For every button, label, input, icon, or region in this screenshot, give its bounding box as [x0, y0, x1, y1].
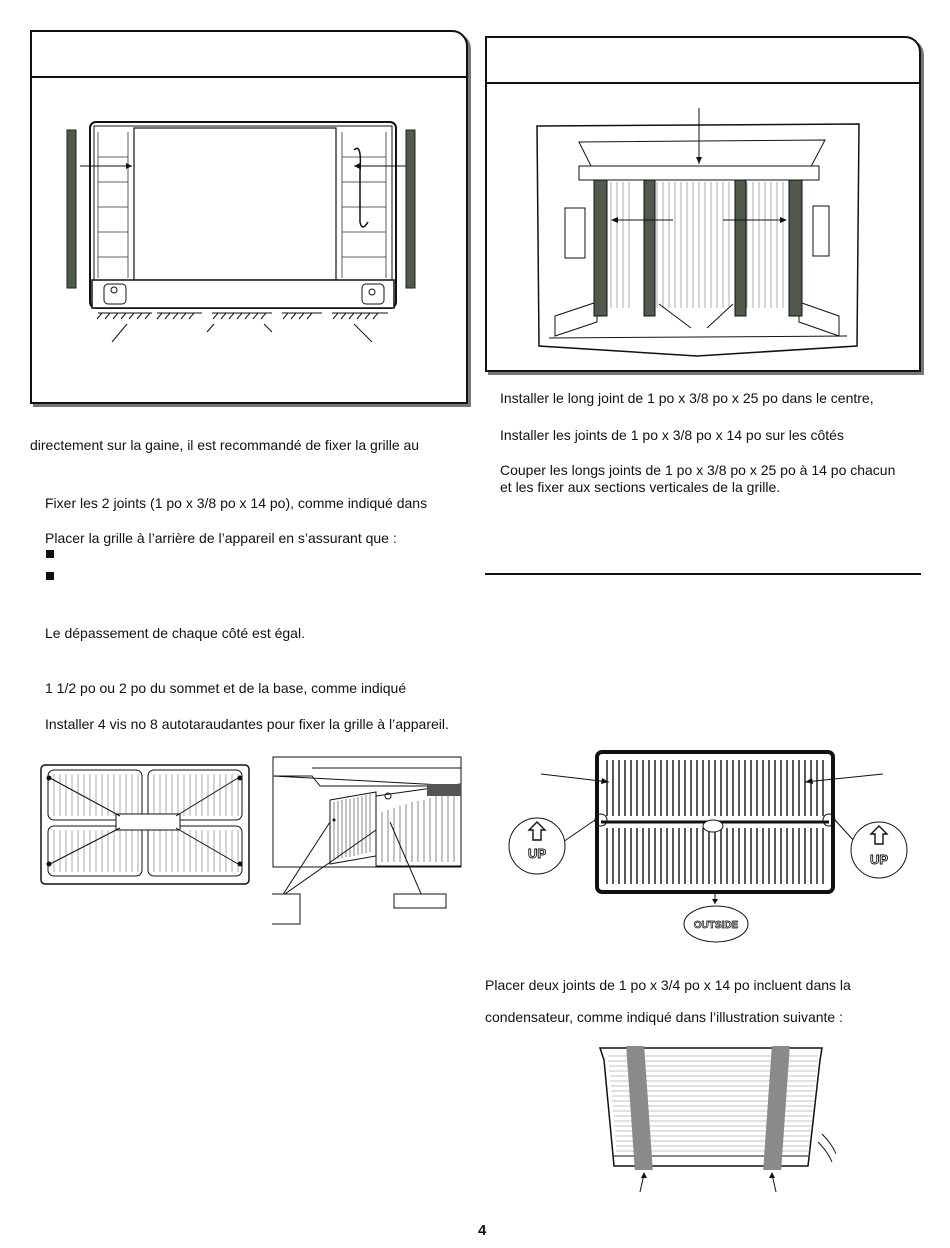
seal-strip-3 [735, 180, 746, 316]
grille-intro-text: directement sur la gaine, il est recommandé de fixer la grille au [30, 437, 420, 453]
seal-strip-4 [789, 180, 802, 316]
fix-seals-step: Fixer les 2 joints (1 po x 3/8 po x 14 po), comme indiqué dans [45, 495, 428, 511]
up-label-left: UP [527, 846, 547, 861]
bullet-1 [46, 550, 54, 558]
overhang-condition: Le dépassement de chaque côté est égal. [45, 625, 305, 641]
section-divider [485, 573, 921, 575]
side-seals-instruction: Installer les joints de 1 po x 3/8 po x 14 po sur les côtés [500, 427, 844, 443]
cut-seals-instruction: Couper les longs joints de 1 po x 3/8 po x 25 po à 14 po chacun et les fixer aux sections verticales de la grille. [500, 462, 896, 495]
sleeve-illustration [487, 38, 919, 370]
seal-strip-2 [644, 180, 655, 316]
condenser-seals-line-2: condensateur, comme indiqué dans l’illustration suivante : [485, 1009, 843, 1025]
long-seal-instruction: Installer le long joint de 1 po x 3/8 po x 25 po dans le centre, [500, 390, 874, 406]
condenser-seals-line-1: Placer deux joints de 1 po x 3/4 po x 14 po incluent dans la [485, 977, 851, 993]
grille-screw-positions-illustration [40, 764, 252, 886]
condenser-seals-illustration [596, 1044, 836, 1194]
left-seal-strip [67, 130, 76, 288]
grille-orientation-illustration [505, 746, 915, 946]
page-number: 4 [478, 1222, 487, 1239]
grille-attachment-detail-illustration [272, 756, 462, 926]
distance-condition: 1 1/2 po ou 2 po du sommet et de la base, comme indiqué [45, 680, 407, 696]
seal-strip-1 [594, 180, 607, 316]
outside-label: OUTSIDE [693, 920, 739, 931]
screws-step: Installer 4 vis no 8 autotaraudantes pour fixer la grille à l’appareil. [45, 716, 449, 732]
unit-rear-illustration [32, 32, 466, 402]
up-label-right: UP [869, 852, 889, 867]
right-seal-strip [406, 130, 415, 288]
figure-box-unit-rear [30, 30, 468, 404]
bullet-2 [46, 572, 54, 580]
figure-box-sleeve [485, 36, 921, 372]
place-grille-step: Placer la grille à l’arrière de l’appareil en s’assurant que : [45, 530, 397, 546]
